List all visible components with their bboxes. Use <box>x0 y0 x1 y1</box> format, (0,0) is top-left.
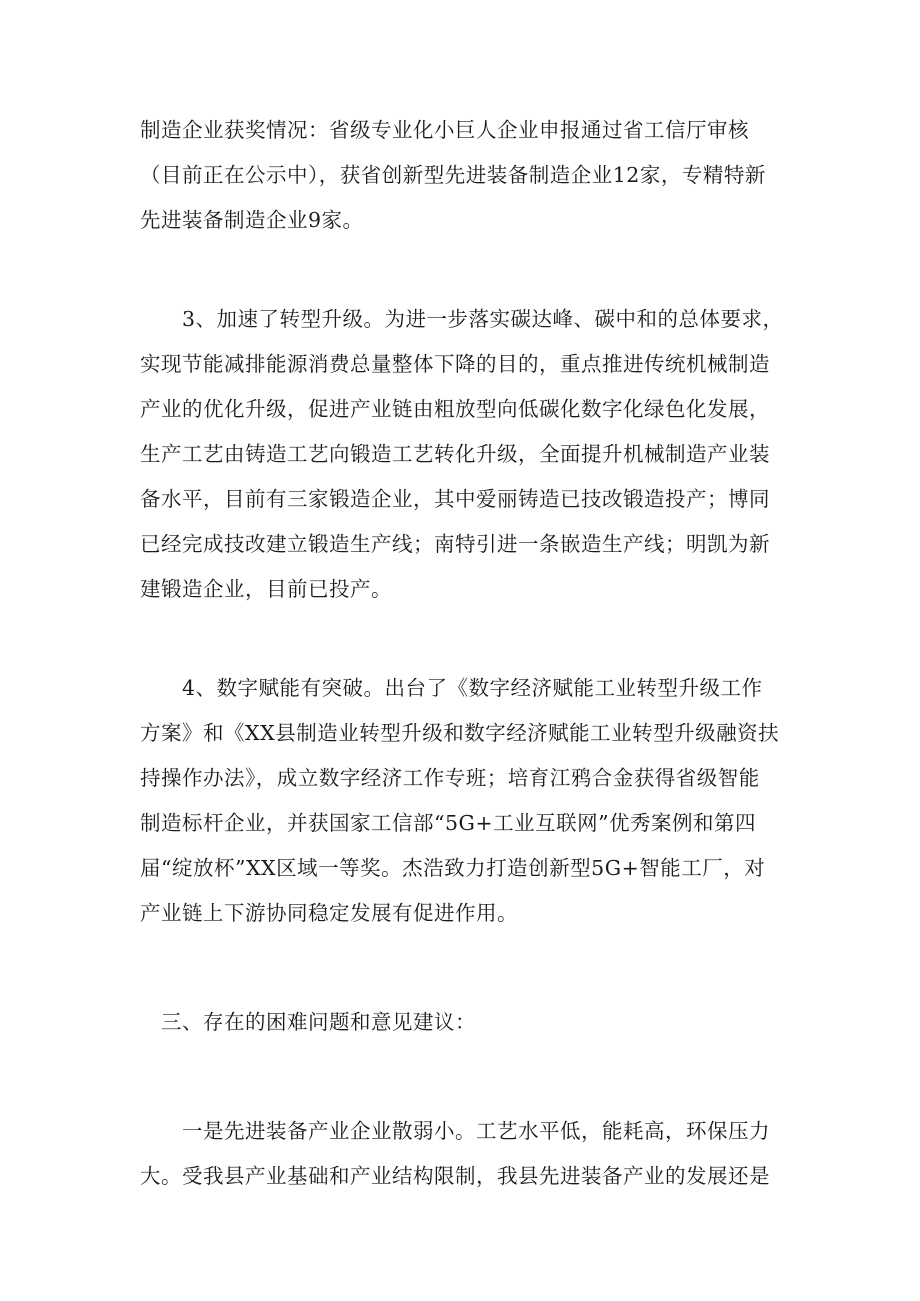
paragraph-transformation-upgrade <box>140 297 788 612</box>
text-line: 先进装备制造企业9家。 <box>140 208 364 232</box>
paragraph-digital-empowerment <box>140 666 788 936</box>
text-line: 届“绽放杯”XX区域一等奖。杰浩致力打造创新型5G+智能工厂，对 <box>140 856 766 880</box>
text-line: 3、加速了转型升级。为进一步落实碳达峰、碳中和的总体要求， <box>140 307 784 331</box>
text-line: 方案》和《XX县制造业转型升级和数字经济赋能工业转型升级融资扶 <box>140 721 780 745</box>
text-line: 建锻造企业，目前已投产。 <box>140 577 392 601</box>
text-line: 生产工艺由铸造工艺向锻造工艺转化升级，全面提升机械制造产业装 <box>140 442 770 466</box>
paragraph-spacer <box>140 612 788 666</box>
document-body <box>140 108 788 1199</box>
text-line: 制造标杆企业，并获国家工信部“5G+工业互联网”优秀案例和第四 <box>140 811 757 835</box>
paragraph-spacer <box>140 243 788 297</box>
text-line: 产业链上下游协同稳定发展有促进作用。 <box>140 901 518 925</box>
section-heading: 三、存在的困难问题和意见建议： <box>140 1010 476 1034</box>
text-line: 已经完成技改建立锻造生产线；南特引进一条嵌造生产线；明凯为新 <box>140 532 770 556</box>
text-line: 大。受我县产业基础和产业结构限制，我县先进装备产业的发展还是 <box>140 1164 770 1188</box>
paragraph-problem <box>140 1109 788 1199</box>
text-line: 备水平，目前有三家锻造企业，其中爱丽铸造已技改锻造投产；博同 <box>140 487 770 511</box>
text-line: （目前正在公示中），获省创新型先进装备制造企业12家，专精特新 <box>140 163 766 187</box>
paragraph-spacer <box>140 1045 788 1109</box>
text-line: 持操作办法》，成立数字经济工作专班；培育江鸦合金获得省级智能 <box>140 766 760 790</box>
text-line: 一是先进装备产业企业散弱小。工艺水平低，能耗高，环保压力 <box>140 1119 770 1143</box>
text-line: 产业的优化升级，促进产业链由粗放型向低碳化数字化绿色化发展， <box>140 397 770 421</box>
text-line: 4、数字赋能有突破。出台了《数字经济赋能工业转型升级工作 <box>140 676 763 700</box>
paragraph-spacer <box>140 936 788 1000</box>
paragraph-awards <box>140 108 788 243</box>
text-line: 实现节能减排能源消费总量整体下降的目的，重点推进传统机械制造 <box>140 352 770 376</box>
text-line: 制造企业获奖情况：省级专业化小巨人企业申报通过省工信厅审核 <box>140 118 749 142</box>
